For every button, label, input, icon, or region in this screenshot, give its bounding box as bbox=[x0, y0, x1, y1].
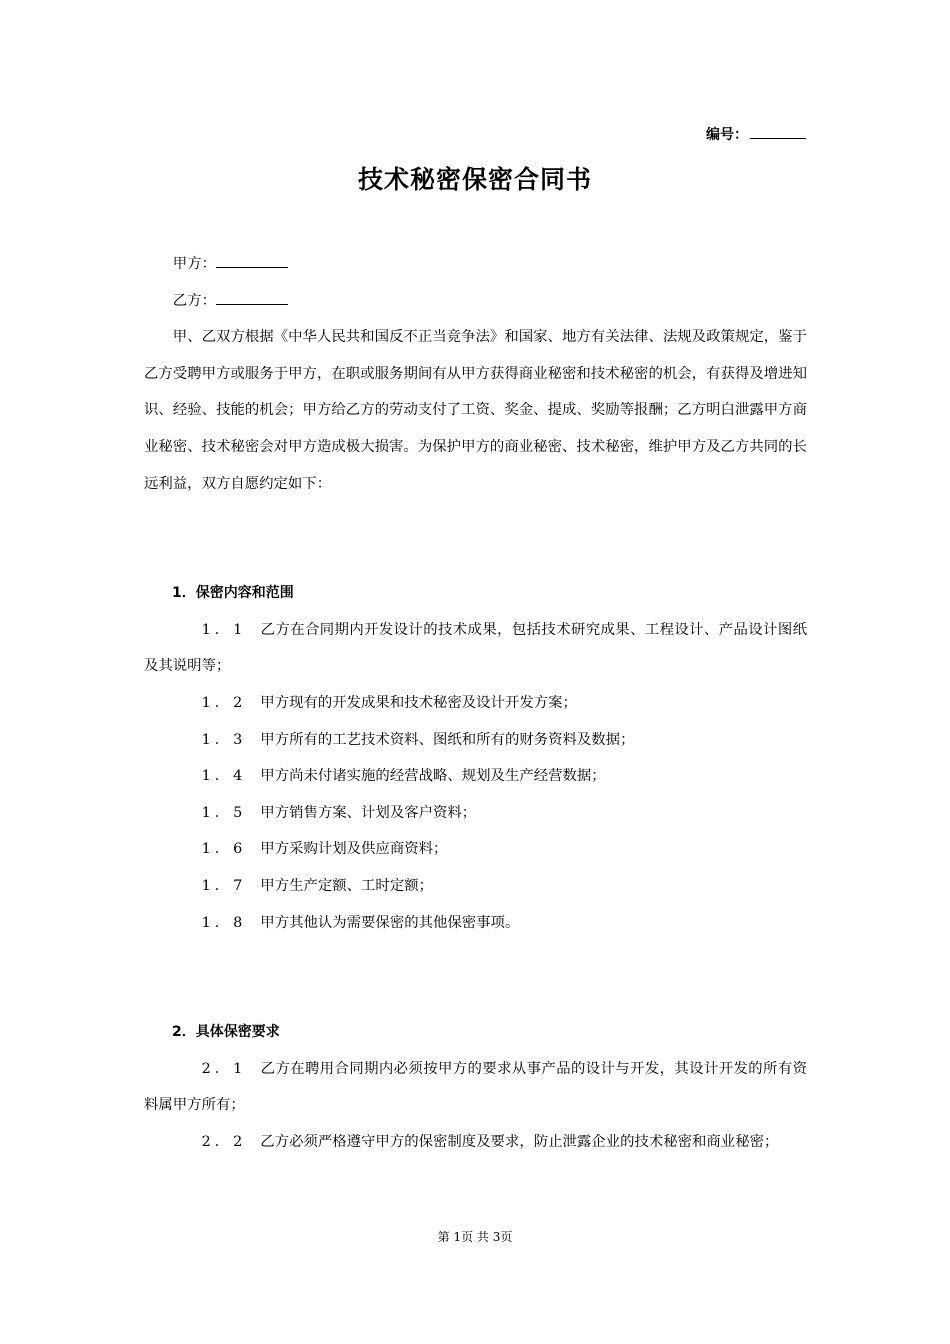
section-1-item bbox=[144, 612, 807, 685]
section-1-item bbox=[144, 905, 807, 942]
item-number: 1．8 bbox=[201, 914, 247, 931]
item-text: 甲方现有的开发成果和技术秘密及设计开发方案； bbox=[260, 694, 577, 711]
section-2-heading: 2．具体保密要求 bbox=[172, 1024, 280, 1041]
section-1-heading: 1．保密内容和范围 bbox=[172, 585, 294, 602]
item-text: 甲方销售方案、计划及客户资料； bbox=[260, 804, 477, 821]
item-text: 甲方生产定额、工时定额； bbox=[260, 877, 433, 894]
item-text: 甲方其他认为需要保密的其他保密事项。 bbox=[260, 914, 520, 931]
item-text: 甲方所有的工艺技术资料、图纸和所有的财务资料及数据； bbox=[260, 731, 635, 748]
document-body bbox=[144, 246, 807, 1160]
page-footer: 第 1页 共 3页 bbox=[437, 1230, 513, 1244]
section-1-item bbox=[144, 831, 807, 868]
section-1-item bbox=[144, 868, 807, 905]
section-2-item bbox=[144, 1124, 807, 1161]
section-1-item bbox=[144, 795, 807, 832]
party-a-label: 甲方： bbox=[172, 256, 216, 272]
item-number: 1．4 bbox=[201, 768, 247, 785]
item-number: 1．6 bbox=[201, 841, 247, 858]
item-text: 乙方在聘用合同期内必须按甲方的要求从事产品的设计与开发，其设计开发的所有资料属甲方所有； bbox=[144, 1060, 807, 1114]
party-b-line bbox=[144, 283, 807, 320]
party-a-blank bbox=[216, 253, 288, 268]
item-text: 乙方在合同期内开发设计的技术成果，包括技术研究成果、工程设计、产品设计图纸及其说明等； bbox=[144, 621, 807, 675]
section-2-item bbox=[144, 1051, 807, 1124]
preamble-paragraph: 甲、乙双方根据《中华人民共和国反不正当竞争法》和国家、地方有关法律、法规及政策规定，鉴于乙方受聘甲方或服务于甲方，在职或服务期间有从甲方获得商业秘密和技术秘密的机会，有获得及增进知识、经验、技能的机会；甲方给乙方的劳动支付了工资、奖金、提成、奖励等报酬；乙方明白泄露甲方商业秘密、技术秘密会对甲方造成极大损害。为保护甲方的商业秘密、技术秘密，维护甲方及乙方共同的长远利益，双方自愿约定如下： bbox=[144, 329, 807, 492]
item-number: 2．1 bbox=[201, 1060, 247, 1077]
party-b-label: 乙方： bbox=[172, 292, 216, 309]
section-1-item bbox=[144, 722, 807, 759]
item-number: 1．7 bbox=[201, 877, 247, 894]
section-1-item bbox=[144, 758, 807, 795]
document-number-blank bbox=[750, 125, 806, 139]
document-number bbox=[706, 124, 806, 144]
item-number: 1．2 bbox=[201, 694, 247, 711]
item-number: 1．5 bbox=[201, 804, 247, 821]
document-title: 技术秘密保密合同书 bbox=[357, 165, 592, 194]
party-a-line bbox=[144, 246, 807, 283]
document-number-label: 编号： bbox=[706, 127, 748, 143]
item-text: 甲方采购计划及供应商资料； bbox=[260, 841, 448, 858]
section-1-item bbox=[144, 685, 807, 722]
item-text: 乙方必须严格遵守甲方的保密制度及要求，防止泄露企业的技术秘密和商业秘密； bbox=[260, 1133, 779, 1150]
item-number: 1．1 bbox=[201, 621, 247, 638]
item-number: 2．2 bbox=[201, 1133, 247, 1150]
item-number: 1．3 bbox=[201, 731, 247, 748]
item-text: 甲方尚未付诸实施的经营战略、规划及生产经营数据； bbox=[260, 768, 606, 785]
party-b-blank bbox=[216, 290, 288, 305]
